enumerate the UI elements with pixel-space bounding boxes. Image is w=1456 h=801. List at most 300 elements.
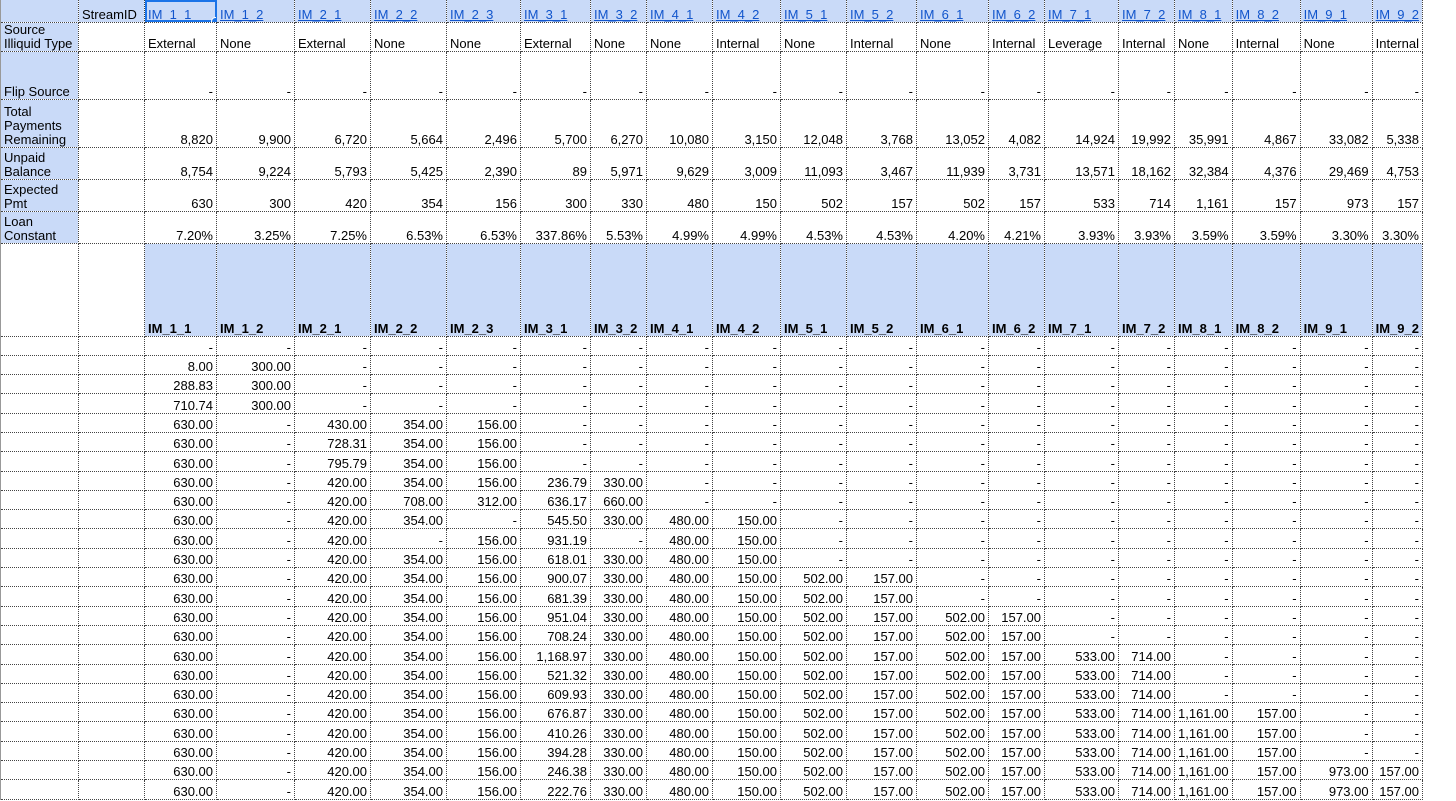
payment-cell[interactable]: - [989, 568, 1045, 587]
payment-cell[interactable]: - [989, 432, 1045, 451]
payment-cell[interactable]: 502.00 [781, 568, 847, 587]
payment-cell[interactable]: 157.00 [847, 683, 917, 702]
payment-cell[interactable]: 618.01 [521, 548, 591, 567]
payment-cell[interactable]: - [1300, 471, 1372, 490]
payment-cell[interactable]: - [781, 413, 847, 432]
payment-cell[interactable]: - [217, 471, 295, 490]
empty-cell[interactable] [79, 147, 145, 179]
payment-cell[interactable]: 502.00 [917, 741, 989, 760]
payment-cell[interactable]: - [1232, 645, 1300, 664]
attribute-value-cell[interactable]: - [1119, 51, 1175, 99]
payment-cell[interactable]: 1,161.00 [1175, 780, 1233, 799]
payment-cell[interactable]: - [1372, 664, 1422, 683]
payment-cell[interactable]: - [1372, 606, 1422, 625]
attribute-value-cell[interactable]: 12,048 [781, 99, 847, 147]
payment-cell[interactable]: 502.00 [917, 780, 989, 799]
payment-cell[interactable]: - [217, 683, 295, 702]
empty-cell[interactable] [79, 99, 145, 147]
payment-cell[interactable]: - [1175, 355, 1233, 374]
payment-cell[interactable]: 150.00 [713, 587, 781, 606]
attribute-value-cell[interactable]: Internal [1119, 22, 1175, 51]
attribute-value-cell[interactable]: External [521, 22, 591, 51]
payment-cell[interactable]: - [1175, 471, 1233, 490]
attribute-value-cell[interactable]: 89 [521, 147, 591, 179]
payment-cell[interactable]: 714.00 [1119, 722, 1175, 741]
attribute-value-cell[interactable]: 1,161 [1175, 179, 1233, 211]
attribute-value-cell[interactable]: None [1300, 22, 1372, 51]
attribute-value-cell[interactable]: 3,768 [847, 99, 917, 147]
attribute-value-cell[interactable]: 9,629 [647, 147, 713, 179]
payment-cell[interactable]: - [847, 432, 917, 451]
payment-cell[interactable]: 157.00 [1232, 761, 1300, 780]
payment-cell[interactable]: 480.00 [647, 568, 713, 587]
payment-cell[interactable]: 330.00 [591, 741, 647, 760]
payment-cell[interactable]: 156.00 [447, 471, 521, 490]
attribute-value-cell[interactable]: 3.30% [1372, 211, 1422, 243]
empty-cell[interactable] [79, 741, 145, 760]
payment-cell[interactable]: - [1119, 355, 1175, 374]
payment-cell[interactable]: 354.00 [371, 625, 447, 644]
subheader-cell[interactable]: IM_9_2 [1372, 243, 1422, 336]
payment-cell[interactable]: - [1045, 490, 1119, 509]
payment-cell[interactable]: - [781, 548, 847, 567]
payment-cell[interactable]: 330.00 [591, 471, 647, 490]
payment-cell[interactable]: - [371, 375, 447, 394]
payment-cell[interactable]: 502.00 [917, 703, 989, 722]
empty-cell[interactable] [79, 22, 145, 51]
payment-cell[interactable]: 420.00 [295, 606, 371, 625]
payment-cell[interactable]: - [1119, 432, 1175, 451]
payment-cell[interactable]: - [781, 432, 847, 451]
payment-cell[interactable]: 951.04 [521, 606, 591, 625]
payment-cell[interactable]: - [1045, 625, 1119, 644]
attribute-value-cell[interactable]: 5,664 [371, 99, 447, 147]
payment-cell[interactable]: - [713, 336, 781, 355]
payment-cell[interactable]: - [1045, 432, 1119, 451]
payment-cell[interactable]: 681.39 [521, 587, 591, 606]
payment-cell[interactable]: - [647, 413, 713, 432]
attribute-value-cell[interactable]: - [847, 51, 917, 99]
payment-cell[interactable]: 533.00 [1045, 683, 1119, 702]
payment-cell[interactable]: - [847, 413, 917, 432]
payment-cell[interactable]: 157.00 [847, 645, 917, 664]
payment-cell[interactable]: - [1119, 606, 1175, 625]
payment-cell[interactable]: - [1300, 452, 1372, 471]
payment-cell[interactable]: - [217, 548, 295, 567]
payment-cell[interactable]: 533.00 [1045, 741, 1119, 760]
payment-cell[interactable]: - [1300, 394, 1372, 413]
payment-cell[interactable]: - [647, 394, 713, 413]
attribute-value-cell[interactable]: - [145, 51, 217, 99]
payment-cell[interactable]: 150.00 [713, 664, 781, 683]
payment-cell[interactable]: 354.00 [371, 645, 447, 664]
payment-cell[interactable]: 157.00 [1232, 722, 1300, 741]
subheader-cell[interactable]: IM_7_1 [1045, 243, 1119, 336]
payment-cell[interactable]: 609.93 [521, 683, 591, 702]
attribute-value-cell[interactable]: 6,720 [295, 99, 371, 147]
stream-id-cell[interactable]: IM_8_2 [1232, 0, 1300, 22]
payment-cell[interactable]: - [917, 548, 989, 567]
payment-cell[interactable]: - [295, 394, 371, 413]
attribute-value-cell[interactable]: 33,082 [1300, 99, 1372, 147]
payment-cell[interactable]: - [917, 529, 989, 548]
attribute-value-cell[interactable]: 8,754 [145, 147, 217, 179]
payment-cell[interactable]: 480.00 [647, 606, 713, 625]
payment-cell[interactable]: - [217, 741, 295, 760]
empty-cell[interactable] [1, 780, 79, 799]
payment-cell[interactable]: 714.00 [1119, 645, 1175, 664]
payment-cell[interactable]: 156.00 [447, 664, 521, 683]
payment-cell[interactable]: - [591, 529, 647, 548]
attribute-value-cell[interactable]: 2,390 [447, 147, 521, 179]
payment-cell[interactable]: - [1232, 664, 1300, 683]
empty-cell[interactable] [1, 471, 79, 490]
payment-cell[interactable]: 480.00 [647, 683, 713, 702]
payment-cell[interactable]: 502.00 [781, 683, 847, 702]
payment-cell[interactable]: - [1372, 375, 1422, 394]
payment-cell[interactable]: - [713, 432, 781, 451]
empty-cell[interactable] [79, 529, 145, 548]
empty-cell[interactable] [79, 761, 145, 780]
payment-cell[interactable]: 420.00 [295, 683, 371, 702]
attribute-value-cell[interactable]: 7.25% [295, 211, 371, 243]
payment-cell[interactable]: - [1175, 664, 1233, 683]
payment-cell[interactable]: 630.00 [145, 625, 217, 644]
payment-cell[interactable]: - [217, 780, 295, 799]
payment-cell[interactable]: - [1175, 625, 1233, 644]
payment-cell[interactable]: - [781, 336, 847, 355]
attribute-value-cell[interactable]: 14,924 [1045, 99, 1119, 147]
attribute-label[interactable]: Flip Source [1, 51, 79, 99]
payment-cell[interactable]: - [1232, 355, 1300, 374]
attribute-value-cell[interactable]: 18,162 [1119, 147, 1175, 179]
payment-cell[interactable]: 394.28 [521, 741, 591, 760]
payment-cell[interactable]: 354.00 [371, 471, 447, 490]
payment-cell[interactable]: 330.00 [591, 780, 647, 799]
payment-cell[interactable]: 533.00 [1045, 722, 1119, 741]
payment-cell[interactable]: 630.00 [145, 664, 217, 683]
attribute-value-cell[interactable]: 2,496 [447, 99, 521, 147]
payment-cell[interactable]: - [1175, 336, 1233, 355]
payment-cell[interactable]: - [1372, 683, 1422, 702]
payment-cell[interactable]: - [989, 510, 1045, 529]
corner-cell[interactable] [1, 0, 79, 22]
attribute-value-cell[interactable]: 3,009 [713, 147, 781, 179]
payment-cell[interactable]: 480.00 [647, 548, 713, 567]
payment-cell[interactable]: 420.00 [295, 703, 371, 722]
empty-cell[interactable] [1, 606, 79, 625]
subheader-cell[interactable]: IM_1_2 [217, 243, 295, 336]
payment-cell[interactable]: - [847, 355, 917, 374]
payment-cell[interactable]: - [1119, 336, 1175, 355]
attribute-value-cell[interactable]: Internal [1232, 22, 1300, 51]
attribute-value-cell[interactable]: 10,080 [647, 99, 713, 147]
payment-cell[interactable]: - [1045, 394, 1119, 413]
payment-cell[interactable]: 330.00 [591, 568, 647, 587]
attribute-value-cell[interactable]: 354 [371, 179, 447, 211]
stream-id-label[interactable]: StreamID [79, 0, 145, 22]
subheader-cell[interactable]: IM_7_2 [1119, 243, 1175, 336]
empty-cell[interactable] [79, 780, 145, 799]
empty-cell[interactable] [1, 761, 79, 780]
payment-cell[interactable]: 480.00 [647, 703, 713, 722]
payment-cell[interactable]: - [1372, 625, 1422, 644]
empty-cell[interactable] [1, 432, 79, 451]
payment-cell[interactable]: 157.00 [989, 625, 1045, 644]
payment-cell[interactable]: - [591, 452, 647, 471]
payment-cell[interactable]: 420.00 [295, 510, 371, 529]
payment-cell[interactable]: - [1372, 471, 1422, 490]
attribute-value-cell[interactable]: - [1372, 51, 1422, 99]
payment-cell[interactable]: - [447, 355, 521, 374]
payment-cell[interactable]: - [781, 355, 847, 374]
payment-cell[interactable]: - [295, 355, 371, 374]
payment-cell[interactable]: 1,161.00 [1175, 703, 1233, 722]
payment-cell[interactable]: - [217, 645, 295, 664]
attribute-value-cell[interactable]: 300 [521, 179, 591, 211]
empty-cell[interactable] [79, 452, 145, 471]
payment-cell[interactable]: 420.00 [295, 761, 371, 780]
payment-cell[interactable]: - [591, 394, 647, 413]
stream-id-cell[interactable]: IM_1_1 [145, 0, 217, 22]
empty-cell[interactable] [79, 587, 145, 606]
attribute-value-cell[interactable]: 502 [917, 179, 989, 211]
stream-id-cell[interactable]: IM_6_1 [917, 0, 989, 22]
payment-cell[interactable]: 156.00 [447, 645, 521, 664]
payment-cell[interactable]: 157.00 [847, 664, 917, 683]
attribute-value-cell[interactable]: 157 [1232, 179, 1300, 211]
empty-cell[interactable] [1, 490, 79, 509]
empty-cell[interactable] [1, 683, 79, 702]
attribute-value-cell[interactable]: 4,376 [1232, 147, 1300, 179]
payment-cell[interactable]: - [847, 452, 917, 471]
attribute-value-cell[interactable]: 3,731 [989, 147, 1045, 179]
attribute-value-cell[interactable]: 5,793 [295, 147, 371, 179]
payment-cell[interactable]: 150.00 [713, 645, 781, 664]
payment-cell[interactable]: 157.00 [847, 703, 917, 722]
payment-cell[interactable]: 354.00 [371, 683, 447, 702]
attribute-value-cell[interactable]: External [295, 22, 371, 51]
payment-cell[interactable]: - [1372, 741, 1422, 760]
empty-cell[interactable] [79, 645, 145, 664]
payment-cell[interactable]: 714.00 [1119, 683, 1175, 702]
payment-cell[interactable]: 8.00 [145, 355, 217, 374]
payment-cell[interactable]: - [217, 336, 295, 355]
payment-cell[interactable]: 354.00 [371, 432, 447, 451]
payment-cell[interactable]: 533.00 [1045, 761, 1119, 780]
payment-cell[interactable]: 502.00 [781, 761, 847, 780]
stream-id-cell[interactable]: IM_3_1 [521, 0, 591, 22]
attribute-value-cell[interactable]: Leverage [1045, 22, 1119, 51]
payment-cell[interactable]: 330.00 [591, 722, 647, 741]
payment-cell[interactable]: 150.00 [713, 606, 781, 625]
payment-cell[interactable]: 156.00 [447, 568, 521, 587]
payment-cell[interactable]: 420.00 [295, 722, 371, 741]
subheader-cell[interactable]: IM_1_1 [145, 243, 217, 336]
payment-cell[interactable]: - [1175, 568, 1233, 587]
payment-cell[interactable]: 630.00 [145, 452, 217, 471]
payment-cell[interactable]: - [1232, 587, 1300, 606]
attribute-value-cell[interactable]: 3,467 [847, 147, 917, 179]
payment-cell[interactable]: 156.00 [447, 780, 521, 799]
attribute-value-cell[interactable]: - [1175, 51, 1233, 99]
payment-cell[interactable]: 502.00 [781, 606, 847, 625]
payment-cell[interactable]: - [371, 355, 447, 374]
payment-cell[interactable]: 728.31 [295, 432, 371, 451]
payment-cell[interactable]: 150.00 [713, 683, 781, 702]
payment-cell[interactable]: 480.00 [647, 529, 713, 548]
attribute-value-cell[interactable]: - [371, 51, 447, 99]
payment-cell[interactable]: - [1372, 587, 1422, 606]
payment-cell[interactable]: 480.00 [647, 741, 713, 760]
payment-cell[interactable]: - [647, 490, 713, 509]
payment-cell[interactable]: - [1045, 587, 1119, 606]
stream-id-cell[interactable]: IM_1_2 [217, 0, 295, 22]
payment-cell[interactable]: - [1300, 741, 1372, 760]
payment-cell[interactable]: - [1175, 683, 1233, 702]
empty-cell[interactable] [79, 548, 145, 567]
payment-cell[interactable]: - [1232, 394, 1300, 413]
payment-cell[interactable]: 420.00 [295, 645, 371, 664]
payment-cell[interactable]: 1,161.00 [1175, 722, 1233, 741]
empty-cell[interactable] [1, 336, 79, 355]
payment-cell[interactable]: 502.00 [781, 741, 847, 760]
payment-cell[interactable]: - [1372, 548, 1422, 567]
payment-cell[interactable]: - [217, 606, 295, 625]
payment-cell[interactable]: 150.00 [713, 548, 781, 567]
empty-cell[interactable] [1, 510, 79, 529]
payment-cell[interactable]: - [295, 336, 371, 355]
payment-cell[interactable]: 354.00 [371, 548, 447, 567]
subheader-cell[interactable]: IM_6_1 [917, 243, 989, 336]
payment-cell[interactable]: 420.00 [295, 587, 371, 606]
attribute-value-cell[interactable]: None [647, 22, 713, 51]
attribute-value-cell[interactable]: Internal [989, 22, 1045, 51]
payment-cell[interactable]: 156.00 [447, 741, 521, 760]
payment-cell[interactable]: - [917, 432, 989, 451]
payment-cell[interactable]: - [521, 394, 591, 413]
stream-id-cell[interactable]: IM_8_1 [1175, 0, 1233, 22]
attribute-value-cell[interactable]: 3.59% [1232, 211, 1300, 243]
payment-cell[interactable]: 157.00 [847, 722, 917, 741]
payment-cell[interactable]: 156.00 [447, 606, 521, 625]
payment-cell[interactable]: 300.00 [217, 355, 295, 374]
payment-cell[interactable]: - [917, 355, 989, 374]
payment-cell[interactable]: 502.00 [917, 645, 989, 664]
attribute-value-cell[interactable]: 533 [1045, 179, 1119, 211]
payment-cell[interactable]: - [1175, 548, 1233, 567]
empty-cell[interactable] [1, 664, 79, 683]
payment-cell[interactable]: 354.00 [371, 413, 447, 432]
payment-cell[interactable]: - [217, 587, 295, 606]
payment-cell[interactable]: - [1300, 548, 1372, 567]
empty-cell[interactable] [79, 510, 145, 529]
payment-cell[interactable]: - [1300, 645, 1372, 664]
empty-cell[interactable] [1, 645, 79, 664]
payment-cell[interactable]: - [371, 529, 447, 548]
payment-cell[interactable]: 630.00 [145, 683, 217, 702]
attribute-value-cell[interactable]: 420 [295, 179, 371, 211]
payment-cell[interactable]: - [647, 355, 713, 374]
attribute-value-cell[interactable]: 4.53% [781, 211, 847, 243]
attribute-value-cell[interactable]: Internal [1372, 22, 1422, 51]
payment-cell[interactable]: 545.50 [521, 510, 591, 529]
payment-cell[interactable]: - [1232, 529, 1300, 548]
attribute-value-cell[interactable]: None [781, 22, 847, 51]
attribute-value-cell[interactable]: 8,820 [145, 99, 217, 147]
payment-cell[interactable]: 312.00 [447, 490, 521, 509]
payment-cell[interactable]: - [1119, 413, 1175, 432]
payment-cell[interactable]: 354.00 [371, 452, 447, 471]
empty-cell[interactable] [79, 51, 145, 99]
attribute-value-cell[interactable]: 150 [713, 179, 781, 211]
attribute-value-cell[interactable]: 4.20% [917, 211, 989, 243]
attribute-value-cell[interactable]: 5,971 [591, 147, 647, 179]
payment-cell[interactable]: - [989, 413, 1045, 432]
payment-cell[interactable]: - [989, 587, 1045, 606]
attribute-value-cell[interactable]: None [371, 22, 447, 51]
payment-cell[interactable]: 630.00 [145, 780, 217, 799]
payment-cell[interactable]: - [917, 510, 989, 529]
payment-cell[interactable]: 156.00 [447, 452, 521, 471]
payment-cell[interactable]: 630.00 [145, 722, 217, 741]
payment-cell[interactable]: 150.00 [713, 741, 781, 760]
payment-cell[interactable]: - [217, 761, 295, 780]
payment-cell[interactable]: 480.00 [647, 780, 713, 799]
payment-cell[interactable]: - [647, 432, 713, 451]
payment-cell[interactable]: 354.00 [371, 722, 447, 741]
attribute-value-cell[interactable]: 156 [447, 179, 521, 211]
stream-id-cell[interactable]: IM_5_1 [781, 0, 847, 22]
payment-cell[interactable]: - [1300, 664, 1372, 683]
payment-cell[interactable]: - [989, 471, 1045, 490]
payment-cell[interactable]: - [917, 471, 989, 490]
attribute-value-cell[interactable]: - [591, 51, 647, 99]
payment-cell[interactable]: 157.00 [989, 741, 1045, 760]
empty-cell[interactable] [1, 587, 79, 606]
payment-cell[interactable]: 533.00 [1045, 645, 1119, 664]
payment-cell[interactable]: 630.00 [145, 490, 217, 509]
payment-cell[interactable]: - [1300, 336, 1372, 355]
attribute-value-cell[interactable]: 3,150 [713, 99, 781, 147]
payment-cell[interactable]: - [847, 336, 917, 355]
payment-cell[interactable]: - [781, 529, 847, 548]
stream-id-cell[interactable]: IM_2_2 [371, 0, 447, 22]
payment-cell[interactable]: - [1175, 510, 1233, 529]
attribute-value-cell[interactable]: None [591, 22, 647, 51]
empty-cell[interactable] [79, 722, 145, 741]
attribute-value-cell[interactable]: 9,224 [217, 147, 295, 179]
payment-cell[interactable]: - [447, 510, 521, 529]
attribute-value-cell[interactable]: 3.93% [1119, 211, 1175, 243]
subheader-cell[interactable]: IM_2_3 [447, 243, 521, 336]
payment-cell[interactable]: - [1232, 606, 1300, 625]
payment-cell[interactable]: - [1300, 568, 1372, 587]
attribute-label[interactable]: Expected Pmt [1, 179, 79, 211]
empty-cell[interactable] [79, 355, 145, 374]
empty-cell[interactable] [1, 355, 79, 374]
payment-cell[interactable]: - [371, 336, 447, 355]
payment-cell[interactable]: 157.00 [1232, 780, 1300, 799]
payment-cell[interactable]: 502.00 [781, 587, 847, 606]
payment-cell[interactable]: - [1372, 413, 1422, 432]
payment-cell[interactable]: 150.00 [713, 625, 781, 644]
payment-cell[interactable]: 410.26 [521, 722, 591, 741]
subheader-cell[interactable]: IM_2_1 [295, 243, 371, 336]
payment-cell[interactable]: - [1045, 375, 1119, 394]
payment-cell[interactable]: - [217, 432, 295, 451]
attribute-value-cell[interactable]: 29,469 [1300, 147, 1372, 179]
